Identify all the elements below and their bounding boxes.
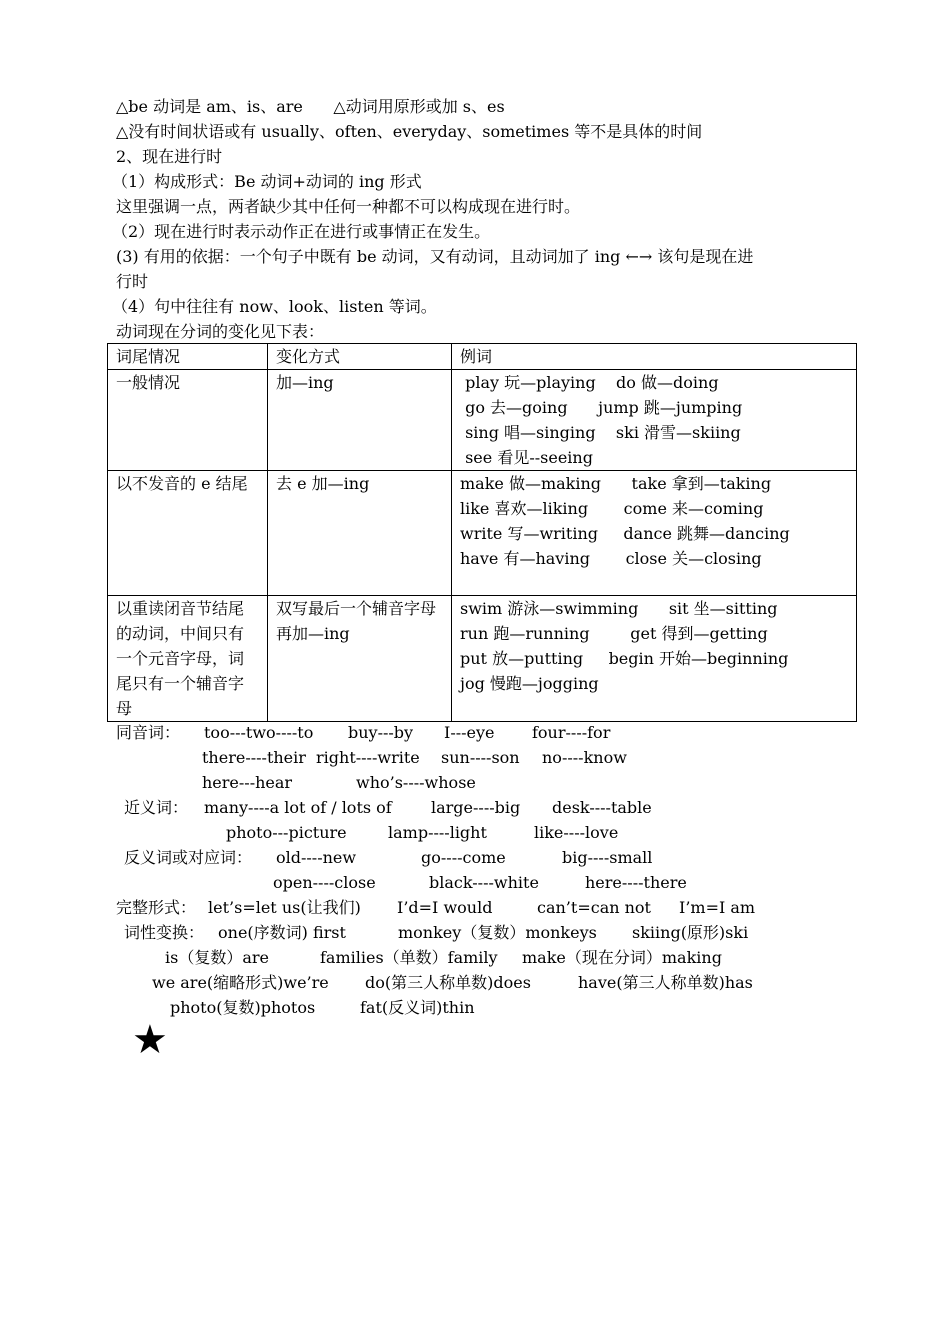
- synonym-item: large----big: [431, 798, 521, 817]
- word-class-item: families（单数）family: [320, 948, 498, 967]
- full-form-item: I’d=I would: [397, 898, 493, 917]
- example-line: jog 慢跑—jogging: [460, 674, 599, 693]
- synonym-item: many----a lot of / lots of: [204, 798, 392, 817]
- full-form-item: can’t=can not: [537, 898, 651, 917]
- antonym-item: old----new: [276, 848, 357, 867]
- row-examples: [452, 596, 857, 722]
- word-class-item: have(第三人称单数)has: [578, 973, 753, 992]
- homophone-item: I---eye: [444, 723, 495, 742]
- example-line: have 有—having close 关—closing: [460, 549, 762, 568]
- synonym-item: lamp----light: [388, 823, 487, 842]
- word-class-item: make（现在分词）making: [522, 948, 722, 967]
- full-form-item: I’m=I am: [679, 898, 756, 917]
- homophone-item: right----write: [316, 748, 420, 767]
- point-2: （2）现在进行时表示动作正在进行或事情正在发生。: [112, 222, 491, 241]
- row-examples: [452, 471, 857, 596]
- full-forms-label: 完整形式：: [116, 898, 197, 917]
- table-row: [108, 471, 857, 596]
- point-4: （4）句中往往有 now、look、listen 等词。: [112, 297, 437, 316]
- row-case: 一般情况: [108, 370, 268, 471]
- example-line: make 做—making take 拿到—taking: [460, 474, 772, 493]
- word-class-item: photo(复数)photos: [170, 998, 316, 1017]
- row-examples: [452, 370, 857, 471]
- example-line: like 喜欢—liking come 来—coming: [460, 499, 764, 518]
- header-method: 变化方式: [268, 344, 452, 370]
- full-form-item: let’s=let us(让我们): [208, 898, 361, 917]
- header-examples: 例词: [452, 344, 857, 370]
- homophone-item: four----for: [532, 723, 611, 742]
- header-ending: 词尾情况: [108, 344, 268, 370]
- word-class-item: do(第三人称单数)does: [365, 973, 531, 992]
- example-line: run 跑—running get 得到—getting: [460, 624, 768, 643]
- synonym-item: photo---picture: [226, 823, 347, 842]
- word-class-label: 词性变换：: [124, 923, 205, 942]
- row-case: 以重读闭音节结尾的动词，中间只有一个元音字母，词尾只有一个辅音字母: [108, 596, 268, 722]
- row-method: 去 e 加—ing: [268, 471, 452, 596]
- antonyms-label: 反义词或对应词：: [124, 848, 253, 867]
- homophone-item: there----their: [202, 748, 306, 767]
- black-star-icon: ★: [132, 1017, 168, 1063]
- homophone-item: no----know: [542, 748, 627, 767]
- word-class-item: monkey（复数）monkeys: [398, 923, 597, 942]
- example-line: sing 唱—singing ski 滑雪—skiing: [460, 423, 741, 442]
- homophone-item: sun----son: [441, 748, 520, 767]
- word-class-item: we are(缩略形式)we’re: [152, 973, 329, 992]
- word-class-item: is（复数）are: [165, 948, 269, 967]
- word-class-item: skiing(原形)ski: [632, 923, 749, 942]
- antonym-item: black----white: [429, 873, 539, 892]
- row-case: 以不发音的 e 结尾: [108, 471, 268, 596]
- example-line: see 看见--seeing: [460, 448, 593, 467]
- row-method: 加—ing: [268, 370, 452, 471]
- table-header-row: [108, 344, 857, 370]
- homophone-item: buy---by: [348, 723, 414, 742]
- homophone-item: too---two----to: [204, 723, 314, 742]
- synonym-item: desk----table: [552, 798, 652, 817]
- intro-line-1: △be 动词是 am、is、are △动词用原形或加 s、es: [116, 97, 505, 116]
- example-line: write 写—writing dance 跳舞—dancing: [460, 524, 790, 543]
- example-line: go 去—going jump 跳—jumping: [460, 398, 743, 417]
- point-1: （1）构成形式：Be 动词+动词的 ing 形式: [112, 172, 422, 191]
- point-3: (3) 有用的依据：一个句子中既有 be 动词，又有动词，且动词加了 ing ←→ 该句是现在进: [116, 247, 754, 266]
- homophone-item: here---hear: [202, 773, 293, 792]
- antonym-item: open----close: [273, 873, 376, 892]
- present-participle-table: [107, 343, 857, 722]
- example-line: play 玩—playing do 做—doing: [460, 373, 719, 392]
- row-method: 双写最后一个辅音字母再加—ing: [268, 596, 452, 722]
- intro-line-2: △没有时间状语或有 usually、often、everyday、sometimes 等不是具体的时间: [116, 122, 703, 141]
- word-class-item: fat(反义词)thin: [360, 998, 475, 1017]
- word-class-item: one(序数词) first: [218, 923, 346, 942]
- emphasis-line: 这里强调一点，两者缺少其中任何一种都不可以构成现在进行时。: [116, 197, 581, 216]
- example-line: put 放—putting begin 开始—beginning: [460, 649, 789, 668]
- homophones-label: 同音词：: [116, 723, 181, 742]
- section-heading: 2、现在进行时: [116, 147, 223, 166]
- antonym-item: here----there: [585, 873, 687, 892]
- antonym-item: go----come: [421, 848, 506, 867]
- table-row: [108, 370, 857, 471]
- homophone-item: who’s----whose: [356, 773, 476, 792]
- example-line: swim 游泳—swimming sit 坐—sitting: [460, 599, 778, 618]
- antonym-item: big----small: [562, 848, 653, 867]
- table-row: [108, 596, 857, 722]
- synonyms-label: 近义词：: [124, 798, 189, 817]
- table-caption: 动词现在分词的变化见下表：: [116, 322, 325, 341]
- point-3-continued: 行时: [116, 272, 149, 291]
- synonym-item: like----love: [534, 823, 619, 842]
